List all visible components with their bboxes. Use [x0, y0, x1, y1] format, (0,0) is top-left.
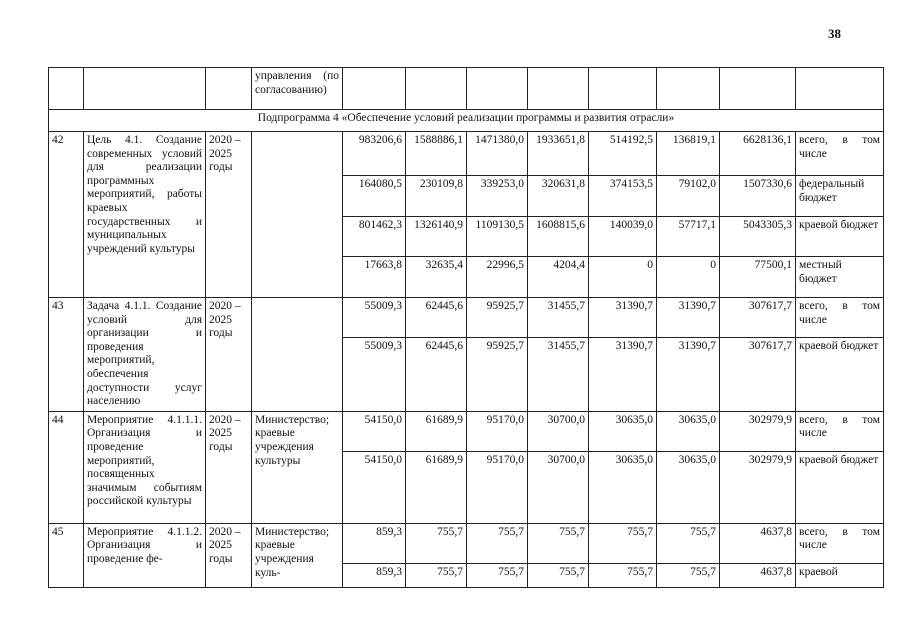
- executor-cell: [252, 298, 343, 412]
- value-cell: 755,7: [406, 563, 467, 587]
- source-cell: краевой бюджет: [796, 217, 884, 257]
- num-cell: [49, 68, 84, 110]
- total-cell: 1507330,6: [720, 176, 796, 217]
- value-cell: 55009,3: [343, 298, 406, 338]
- value-cell: 30635,0: [589, 411, 657, 451]
- value-cell: 230109,8: [406, 176, 467, 217]
- table-row: [49, 298, 884, 338]
- executor-cell: [252, 132, 343, 298]
- value-cell: 61689,9: [406, 411, 467, 451]
- table-row: [49, 132, 884, 176]
- source-cell: краевой бюджет: [796, 451, 884, 523]
- value-cell: 57717,1: [657, 217, 720, 257]
- value-cell: 95925,7: [467, 337, 528, 411]
- value-cell: 31390,7: [589, 298, 657, 338]
- value-cell: 54150,0: [343, 411, 406, 451]
- source-cell: всего, в том числе: [796, 132, 884, 176]
- value-cell: 95170,0: [467, 411, 528, 451]
- total-cell: 4637,8: [720, 563, 796, 587]
- value-cell: 1109130,5: [467, 217, 528, 257]
- source-cell: краевой бюджет: [796, 337, 884, 411]
- name-cell: Цель 4.1. Создание современных условий для реализации программных мероприятий, работы краевых государственных и муниципальных учреждений культуры: [84, 132, 206, 298]
- value-cell: 136819,1: [657, 132, 720, 176]
- value-cell: 320631,8: [528, 176, 589, 217]
- table-row: [49, 411, 884, 451]
- name-cell: Мероприятие 4.1.1.2. Организация и проведение фе-: [84, 523, 206, 587]
- total-cell: 4637,8: [720, 523, 796, 563]
- value-cell: 755,7: [528, 563, 589, 587]
- value-cell: 31390,7: [657, 298, 720, 338]
- value-cell: 983206,6: [343, 132, 406, 176]
- value-cell: 1326140,9: [406, 217, 467, 257]
- value-cell: 4204,4: [528, 257, 589, 298]
- value-cell: 31390,7: [657, 337, 720, 411]
- value-cell: 755,7: [589, 563, 657, 587]
- num-cell: 44: [49, 411, 84, 523]
- value-cell: 1608815,6: [528, 217, 589, 257]
- value-cell: 514192,5: [589, 132, 657, 176]
- total-cell: 5043305,3: [720, 217, 796, 257]
- value-cell: 0: [589, 257, 657, 298]
- value-cell: 30635,0: [657, 411, 720, 451]
- value-cell: 859,3: [343, 563, 406, 587]
- value-cell: 31455,7: [528, 337, 589, 411]
- source-cell: краевой: [796, 563, 884, 587]
- value-cell: 95925,7: [467, 298, 528, 338]
- value-cell: 79102,0: [657, 176, 720, 217]
- source-cell: всего, в том числе: [796, 523, 884, 563]
- value-cell: 17663,8: [343, 257, 406, 298]
- total-cell: 302979,9: [720, 451, 796, 523]
- value-cell: 1471380,0: [467, 132, 528, 176]
- source-cell: всего, в том числе: [796, 411, 884, 451]
- value-cell: 1933651,8: [528, 132, 589, 176]
- subprogram-title: Подпрограмма 4 «Обеспечение условий реализации программы и развития отрасли»: [49, 110, 884, 132]
- value-cell: 859,3: [343, 523, 406, 563]
- source-cell: всего, в том числе: [796, 298, 884, 338]
- value-cell: 22996,5: [467, 257, 528, 298]
- num-cell: 42: [49, 132, 84, 298]
- value-cell: 755,7: [657, 563, 720, 587]
- source-cell: федеральный бюджет: [796, 176, 884, 217]
- program-table: [48, 67, 884, 588]
- table-row: [49, 68, 884, 110]
- source-cell: местный бюджет: [796, 257, 884, 298]
- value-cell: 1588886,1: [406, 132, 467, 176]
- value-cell: 755,7: [467, 523, 528, 563]
- value-cell: 62445,6: [406, 337, 467, 411]
- num-cell: 43: [49, 298, 84, 412]
- value-cell: 54150,0: [343, 451, 406, 523]
- executor-cell: управления (по согласованию): [252, 68, 343, 110]
- value-cell: 30700,0: [528, 451, 589, 523]
- name-cell: [84, 68, 206, 110]
- num-cell: 45: [49, 523, 84, 587]
- period-cell: 2020 – 2025 годы: [206, 411, 252, 523]
- total-cell: 6628136,1: [720, 132, 796, 176]
- executor-cell: Министерство; краевые учреждения культуры: [252, 411, 343, 523]
- value-cell: 32635,4: [406, 257, 467, 298]
- value-cell: 30700,0: [528, 411, 589, 451]
- value-cell: 755,7: [528, 523, 589, 563]
- value-cell: 374153,5: [589, 176, 657, 217]
- period-cell: 2020 – 2025 годы: [206, 132, 252, 298]
- value-cell: 755,7: [657, 523, 720, 563]
- value-cell: 801462,3: [343, 217, 406, 257]
- period-cell: 2020 – 2025 годы: [206, 298, 252, 412]
- value-cell: 61689,9: [406, 451, 467, 523]
- value-cell: 755,7: [589, 523, 657, 563]
- total-cell: 307617,7: [720, 337, 796, 411]
- total-cell: 302979,9: [720, 411, 796, 451]
- value-cell: 755,7: [467, 563, 528, 587]
- value-cell: 164080,5: [343, 176, 406, 217]
- name-cell: Мероприятие 4.1.1.1. Организация и проведение мероприятий, посвященных значимым событиям российской культуры: [84, 411, 206, 523]
- value-cell: 339253,0: [467, 176, 528, 217]
- period-cell: [206, 68, 252, 110]
- table-row: [49, 523, 884, 563]
- total-cell: 77500,1: [720, 257, 796, 298]
- page-number: 38: [828, 26, 841, 41]
- value-cell: 31390,7: [589, 337, 657, 411]
- value-cell: 755,7: [406, 523, 467, 563]
- value-cell: 31455,7: [528, 298, 589, 338]
- value-cell: 140039,0: [589, 217, 657, 257]
- value-cell: 30635,0: [657, 451, 720, 523]
- value-cell: 30635,0: [589, 451, 657, 523]
- period-cell: 2020 – 2025 годы: [206, 523, 252, 587]
- value-cell: 95170,0: [467, 451, 528, 523]
- total-cell: 307617,7: [720, 298, 796, 338]
- executor-cell: Министерство; краевые учреждения куль-: [252, 523, 343, 587]
- value-cell: 62445,6: [406, 298, 467, 338]
- name-cell: Задача 4.1.1. Создание условий для организации и проведения мероприятий, обеспечения доступности услуг населению: [84, 298, 206, 412]
- value-cell: 0: [657, 257, 720, 298]
- subprogram-row: [49, 110, 884, 132]
- value-cell: 55009,3: [343, 337, 406, 411]
